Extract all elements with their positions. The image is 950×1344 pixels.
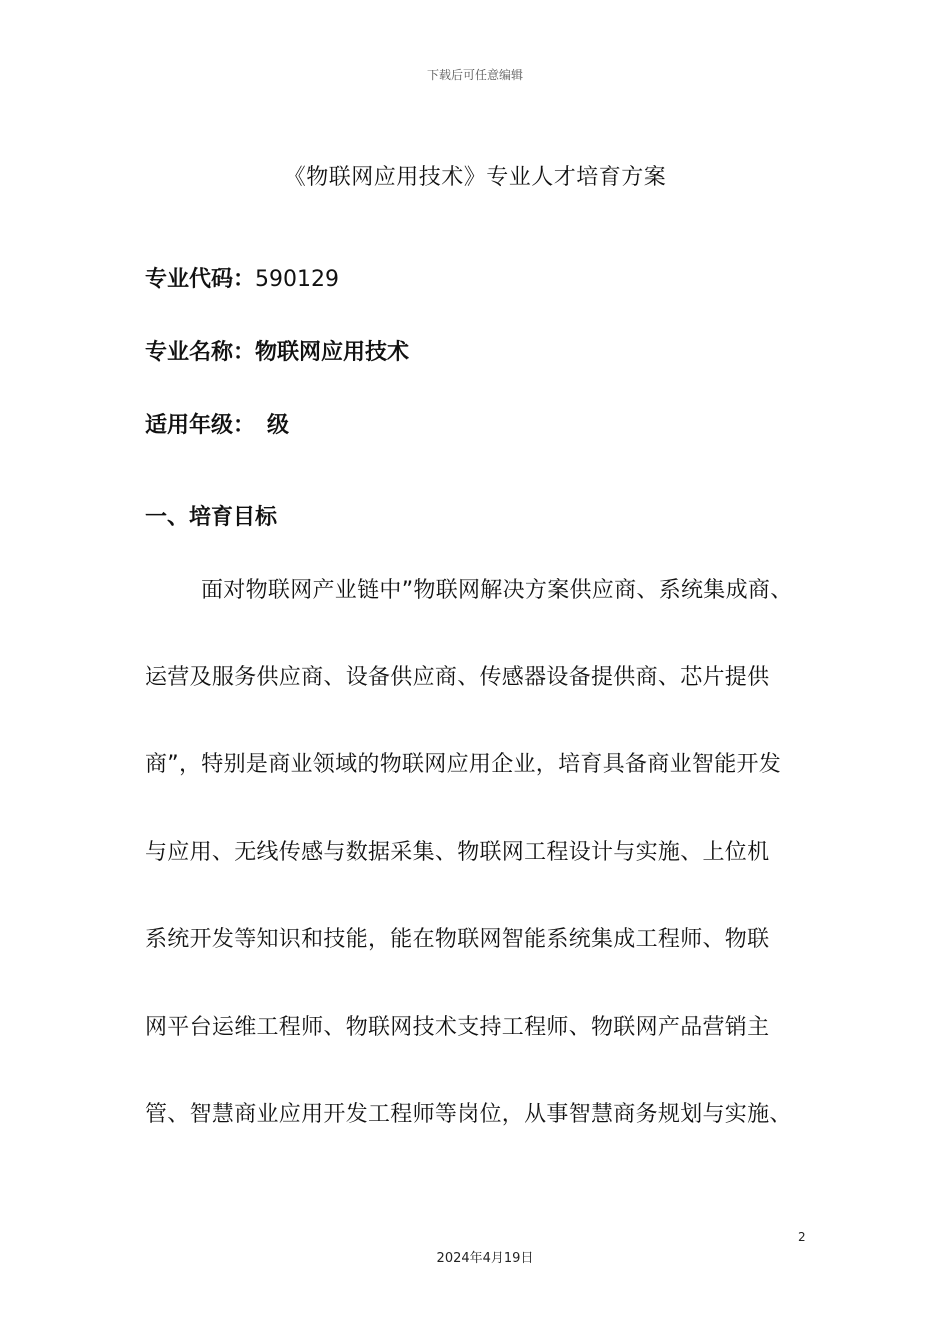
paragraph-line: 商”，特别是商业领域的物联网应用企业，培育具备商业智能开发 (145, 752, 782, 777)
paragraph-line: 与应用、无线传感与数据采集、物联网工程设计与实施、上位机 (145, 840, 770, 865)
paragraph-line: 管、智慧商业应用开发工程师等岗位，从事智慧商务规划与实施、 (145, 1102, 792, 1127)
paragraph-line: 系统开发等知识和技能，能在物联网智能系统集成工程师、物联 (145, 927, 770, 952)
paragraph-line: 网平台运维工程师、物联网技术支持工程师、物联网产品营销主 (145, 1015, 770, 1040)
document-title: 《物联网应用技术》专业人才培育方案 (283, 165, 667, 190)
major-name-line (145, 335, 409, 366)
applicable-grade-label: 适用年级： (145, 413, 256, 438)
paragraph-line: 面对物联网产业链中”物联网解决方案供应商、系统集成商、 (201, 578, 793, 603)
applicable-grade-line (145, 408, 289, 439)
footer-date: 2024年4月19日 (436, 1251, 534, 1266)
header-note: 下载后可任意编辑 (426, 68, 523, 82)
major-code-value: 590129 (255, 267, 339, 292)
major-code-label: 专业代码： (145, 267, 256, 292)
applicable-grade-value: 级 (267, 413, 290, 438)
major-name-value: 物联网应用技术 (255, 340, 410, 365)
major-name-label: 专业名称： (145, 340, 256, 365)
paragraph-line: 运营及服务供应商、设备供应商、传感器设备提供商、芯片提供 (145, 665, 770, 690)
section-heading: 一、培育目标 (145, 505, 278, 530)
page-number: 2 (798, 1230, 806, 1244)
major-code-line (145, 262, 339, 293)
